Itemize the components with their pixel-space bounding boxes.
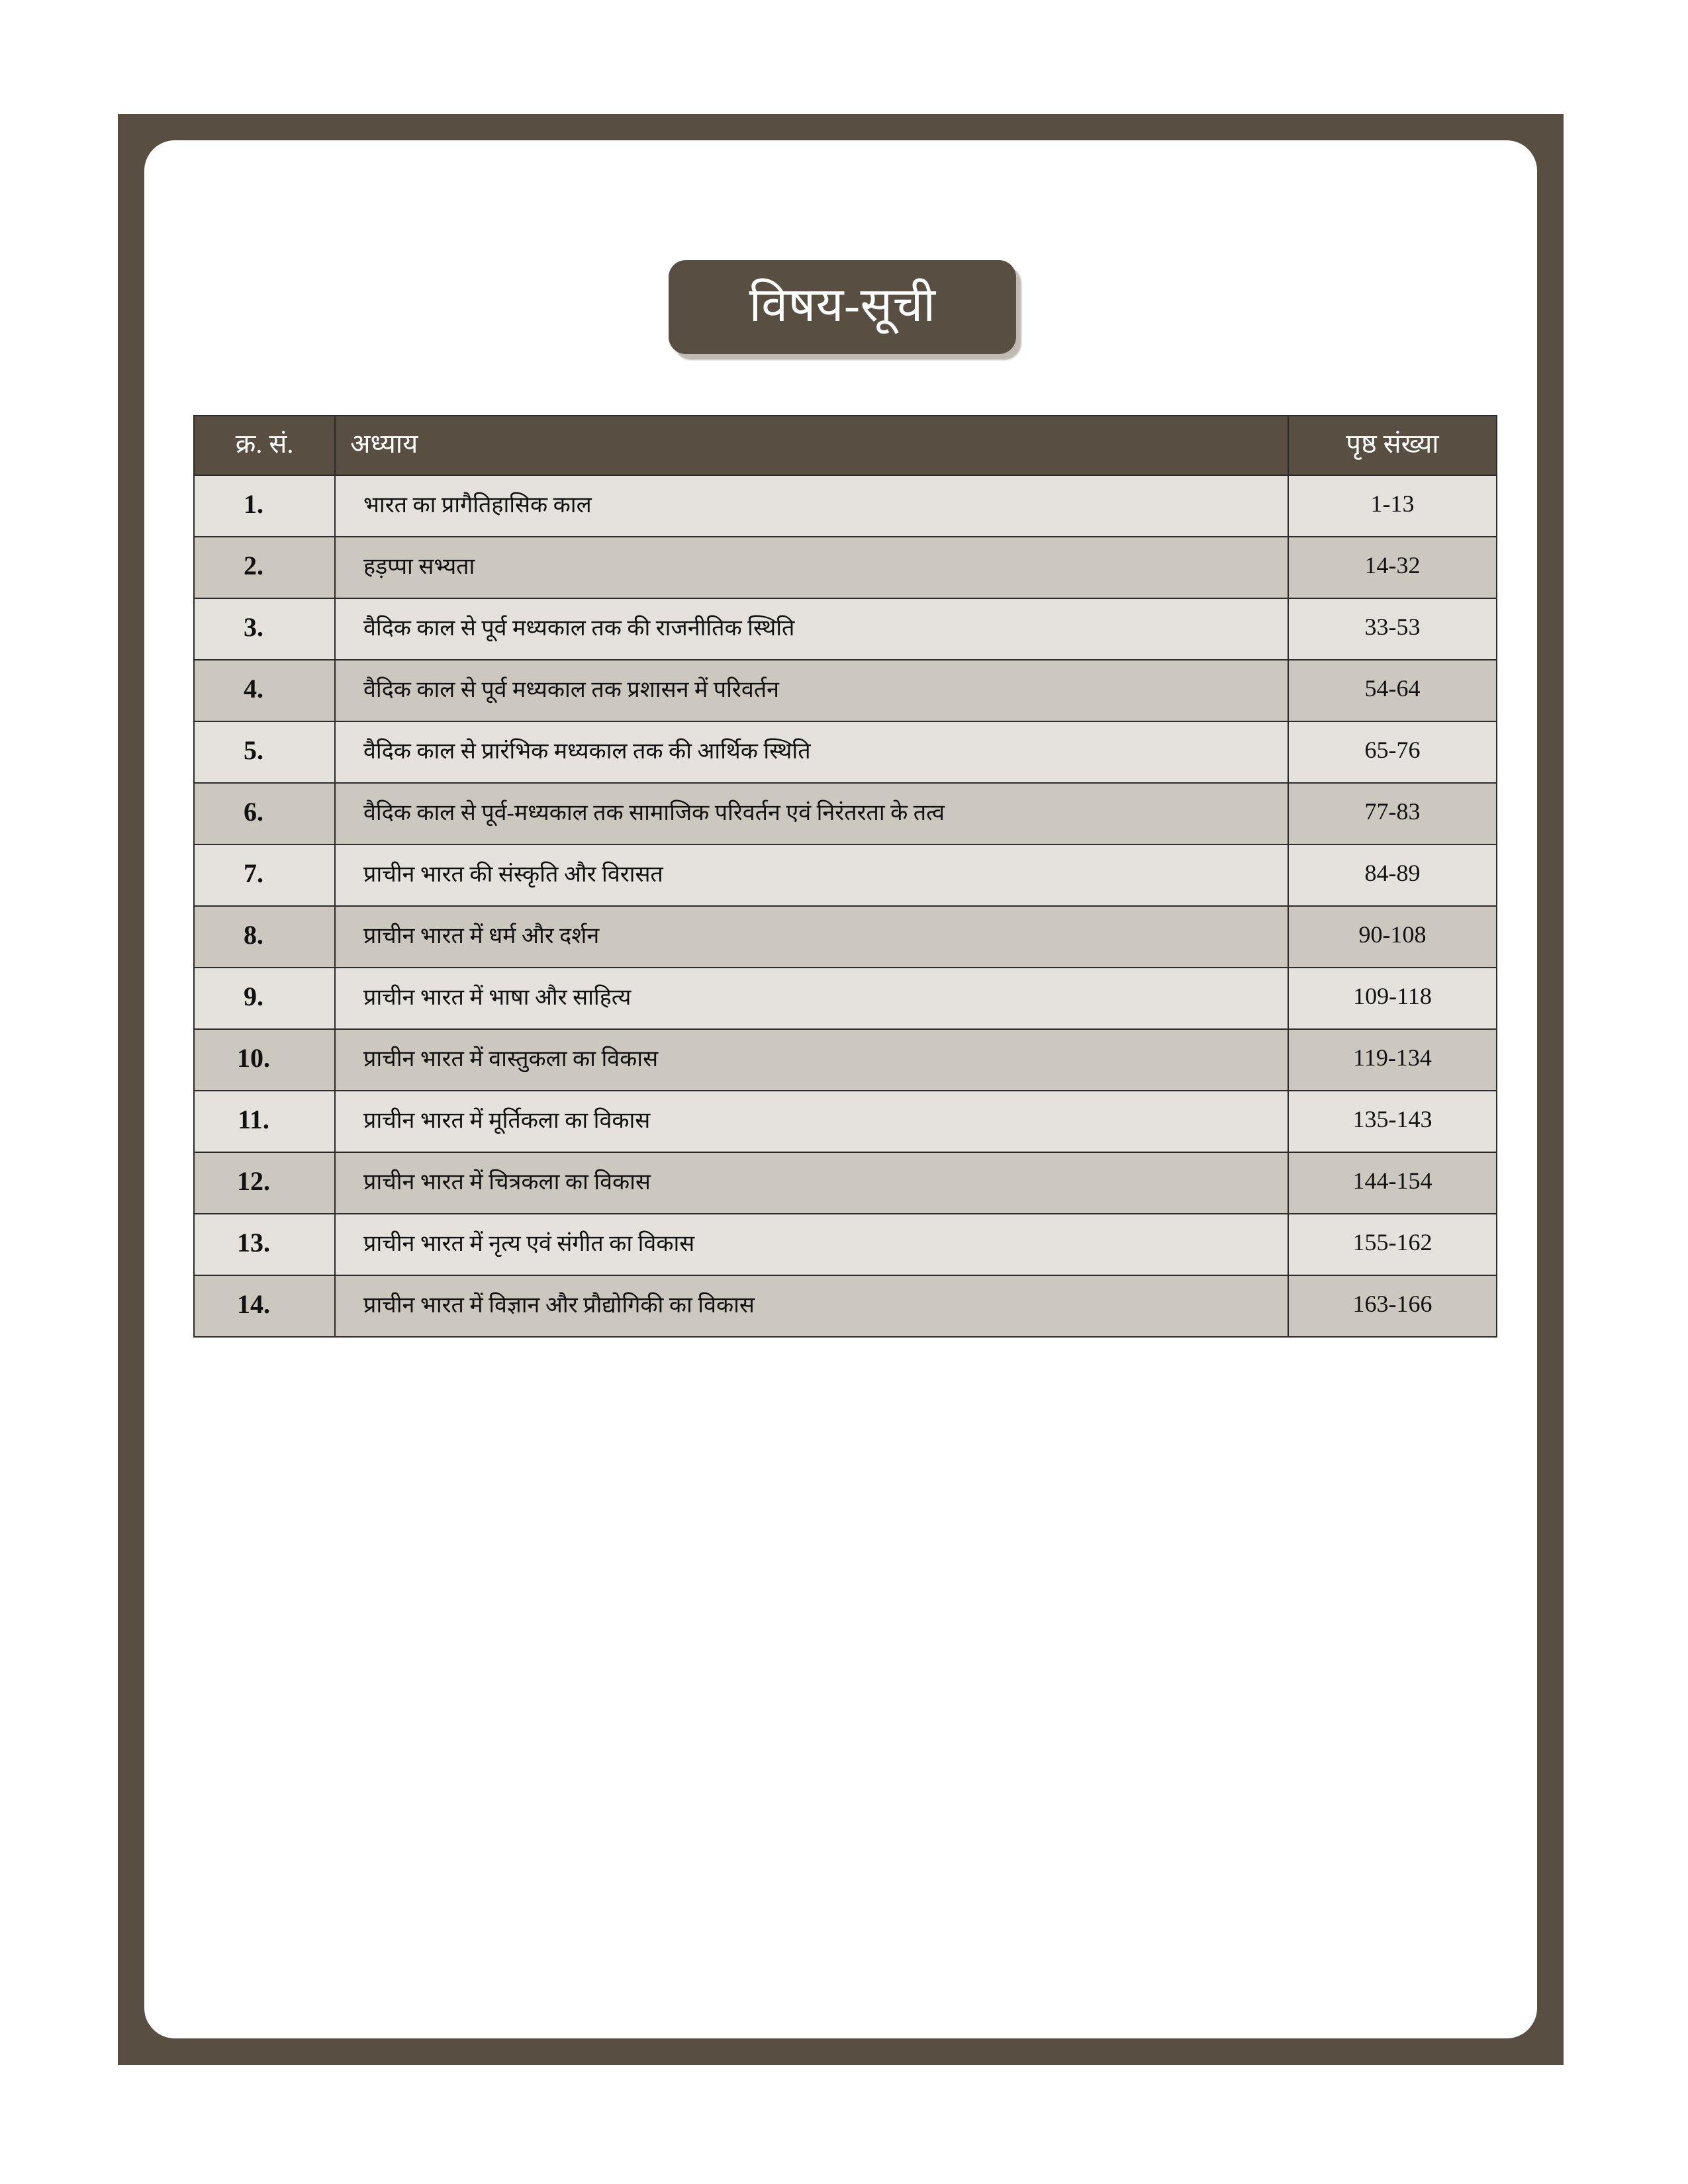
cell-serial-number: 12. — [194, 1152, 335, 1214]
column-header-chapter: अध्याय — [335, 416, 1288, 475]
cell-chapter-title: प्राचीन भारत में वास्तुकला का विकास — [335, 1029, 1288, 1091]
cell-page-range: 135-143 — [1288, 1091, 1497, 1152]
cell-chapter-title: हड़प्पा सभ्यता — [335, 537, 1288, 598]
cell-serial-number: 6. — [194, 783, 335, 844]
table-row — [194, 1275, 1497, 1337]
toc-table-body — [194, 475, 1497, 1337]
table-row — [194, 1029, 1497, 1091]
cell-page-range: 144-154 — [1288, 1152, 1497, 1214]
cell-serial-number: 8. — [194, 906, 335, 968]
cell-chapter-title: वैदिक काल से पूर्व मध्यकाल तक की राजनीतिक स्थिति — [335, 598, 1288, 660]
cell-page-range: 84-89 — [1288, 844, 1497, 906]
cell-serial-number: 1. — [194, 475, 335, 537]
cell-chapter-title: वैदिक काल से पूर्व-मध्यकाल तक सामाजिक परिवर्तन एवं निरंतरता के तत्व — [335, 783, 1288, 844]
column-header-page: पृष्ठ संख्या — [1288, 416, 1497, 475]
toc-table-header — [194, 416, 1497, 475]
table-row — [194, 598, 1497, 660]
cell-page-range: 1-13 — [1288, 475, 1497, 537]
cell-page-range: 90-108 — [1288, 906, 1497, 968]
table-row — [194, 1214, 1497, 1275]
cell-serial-number: 14. — [194, 1275, 335, 1337]
table-row — [194, 537, 1497, 598]
table-row — [194, 1091, 1497, 1152]
title-banner-body — [669, 260, 1016, 354]
cell-page-range: 33-53 — [1288, 598, 1497, 660]
cell-page-range: 54-64 — [1288, 660, 1497, 721]
page-title-banner — [669, 260, 1016, 354]
table-header-row — [194, 416, 1497, 475]
cell-page-range: 109-118 — [1288, 968, 1497, 1029]
cell-chapter-title: प्राचीन भारत में भाषा और साहित्य — [335, 968, 1288, 1029]
cell-serial-number: 2. — [194, 537, 335, 598]
cell-serial-number: 13. — [194, 1214, 335, 1275]
toc-table — [193, 415, 1497, 1338]
table-row — [194, 906, 1497, 968]
table-of-contents — [193, 415, 1496, 1338]
cell-chapter-title: प्राचीन भारत की संस्कृति और विरासत — [335, 844, 1288, 906]
cell-chapter-title: प्राचीन भारत में नृत्य एवं संगीत का विकास — [335, 1214, 1288, 1275]
cell-chapter-title: वैदिक काल से पूर्व मध्यकाल तक प्रशासन में परिवर्तन — [335, 660, 1288, 721]
cell-serial-number: 4. — [194, 660, 335, 721]
cell-chapter-title: प्राचीन भारत में धर्म और दर्शन — [335, 906, 1288, 968]
cell-serial-number: 9. — [194, 968, 335, 1029]
cell-serial-number: 11. — [194, 1091, 335, 1152]
table-row — [194, 968, 1497, 1029]
table-row — [194, 783, 1497, 844]
table-row — [194, 660, 1497, 721]
table-row — [194, 844, 1497, 906]
cell-serial-number: 5. — [194, 721, 335, 783]
cell-chapter-title: प्राचीन भारत में मूर्तिकला का विकास — [335, 1091, 1288, 1152]
cell-page-range: 155-162 — [1288, 1214, 1497, 1275]
cell-chapter-title: प्राचीन भारत में चित्रकला का विकास — [335, 1152, 1288, 1214]
page-title: विषय-सूची — [749, 279, 936, 332]
cell-page-range: 119-134 — [1288, 1029, 1497, 1091]
cell-page-range: 163-166 — [1288, 1275, 1497, 1337]
cell-page-range: 65-76 — [1288, 721, 1497, 783]
cell-chapter-title: भारत का प्रागैतिहासिक काल — [335, 475, 1288, 537]
cell-page-range: 77-83 — [1288, 783, 1497, 844]
cell-chapter-title: प्राचीन भारत में विज्ञान और प्रौद्योगिकी का विकास — [335, 1275, 1288, 1337]
cell-serial-number: 10. — [194, 1029, 335, 1091]
cell-chapter-title: वैदिक काल से प्रारंभिक मध्यकाल तक की आर्थिक स्थिति — [335, 721, 1288, 783]
table-row — [194, 1152, 1497, 1214]
cell-serial-number: 7. — [194, 844, 335, 906]
table-row — [194, 475, 1497, 537]
column-header-serial: क्र. सं. — [194, 416, 335, 475]
cell-serial-number: 3. — [194, 598, 335, 660]
cell-page-range: 14-32 — [1288, 537, 1497, 598]
table-row — [194, 721, 1497, 783]
